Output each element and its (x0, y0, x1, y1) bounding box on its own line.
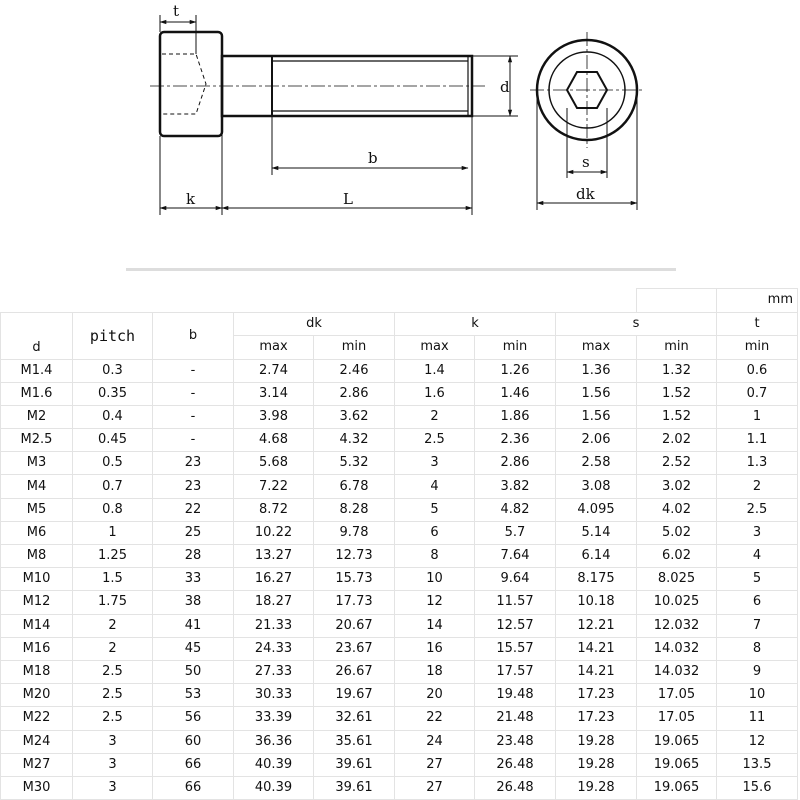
cell-pitch: 0.35 (73, 382, 153, 405)
cell-b: 66 (153, 753, 234, 776)
table-row (1, 405, 798, 428)
cell-dk-min: 2.86 (314, 382, 395, 405)
header-dk-min: min (314, 336, 395, 360)
cell-d: M3 (1, 452, 73, 475)
cell-k-max: 1.6 (395, 382, 475, 405)
cell-t-min: 2 (717, 475, 798, 498)
cell-k-max: 12 (395, 591, 475, 614)
cell-s-min: 14.032 (637, 660, 717, 683)
cell-k-min: 23.48 (475, 730, 556, 753)
cell-dk-min: 15.73 (314, 568, 395, 591)
cell-d: M27 (1, 753, 73, 776)
cell-dk-min: 39.61 (314, 776, 395, 799)
table-row (1, 730, 798, 753)
cell-dk-max: 4.68 (234, 429, 314, 452)
cell-d: M30 (1, 776, 73, 799)
cell-s-max: 10.18 (556, 591, 637, 614)
cell-d: M4 (1, 475, 73, 498)
cell-s-min: 3.02 (637, 475, 717, 498)
cell-s-max: 6.14 (556, 545, 637, 568)
table-row (1, 382, 798, 405)
table-row (1, 359, 798, 382)
cell-dk-min: 9.78 (314, 521, 395, 544)
cell-s-min: 5.02 (637, 521, 717, 544)
label-b: b (368, 149, 378, 167)
cell-k-min: 21.48 (475, 707, 556, 730)
cell-b: 23 (153, 475, 234, 498)
cell-pitch: 2 (73, 614, 153, 637)
cell-d: M14 (1, 614, 73, 637)
cell-k-max: 18 (395, 660, 475, 683)
cell-k-min: 3.82 (475, 475, 556, 498)
cell-t-min: 3 (717, 521, 798, 544)
table-row (1, 660, 798, 683)
cell-dk-min: 3.62 (314, 405, 395, 428)
table-row (1, 521, 798, 544)
cell-dk-min: 20.67 (314, 614, 395, 637)
cell-s-min: 6.02 (637, 545, 717, 568)
cell-t-min: 1.1 (717, 429, 798, 452)
label-t: t (173, 2, 180, 20)
cell-b: 53 (153, 684, 234, 707)
cell-d: M10 (1, 568, 73, 591)
cell-pitch: 0.8 (73, 498, 153, 521)
cell-k-min: 1.26 (475, 359, 556, 382)
table-row (1, 753, 798, 776)
cell-pitch: 0.3 (73, 359, 153, 382)
cell-s-max: 1.56 (556, 405, 637, 428)
cell-dk-max: 24.33 (234, 637, 314, 660)
cell-b: - (153, 359, 234, 382)
unit-label: mm (717, 289, 798, 313)
cell-s-max: 1.56 (556, 382, 637, 405)
cell-t-min: 11 (717, 707, 798, 730)
cell-d: M24 (1, 730, 73, 753)
header-s-min: min (637, 336, 717, 360)
cell-dk-min: 4.32 (314, 429, 395, 452)
cell-t-min: 15.6 (717, 776, 798, 799)
cell-dk-max: 5.68 (234, 452, 314, 475)
cell-d: M18 (1, 660, 73, 683)
cell-s-max: 14.21 (556, 660, 637, 683)
cell-d: M5 (1, 498, 73, 521)
cell-t-min: 0.7 (717, 382, 798, 405)
cell-s-min: 8.025 (637, 568, 717, 591)
cell-b: 25 (153, 521, 234, 544)
table-row (1, 475, 798, 498)
header-b: b (153, 312, 234, 359)
cell-k-min: 17.57 (475, 660, 556, 683)
cell-t-min: 12 (717, 730, 798, 753)
cell-dk-max: 2.74 (234, 359, 314, 382)
cell-pitch: 1.25 (73, 545, 153, 568)
cell-d: M8 (1, 545, 73, 568)
cell-s-max: 3.08 (556, 475, 637, 498)
table-row (1, 614, 798, 637)
cell-s-max: 14.21 (556, 637, 637, 660)
cell-k-min: 2.86 (475, 452, 556, 475)
cell-s-max: 8.175 (556, 568, 637, 591)
cell-b: 38 (153, 591, 234, 614)
cell-s-max: 19.28 (556, 753, 637, 776)
cell-s-min: 1.52 (637, 405, 717, 428)
cell-t-min: 1 (717, 405, 798, 428)
header-t: t (717, 312, 798, 336)
cell-k-min: 26.48 (475, 753, 556, 776)
divider (126, 268, 676, 271)
dimensions-table (0, 288, 798, 800)
header-t-min: min (717, 336, 798, 360)
cell-s-max: 19.28 (556, 730, 637, 753)
cell-b: 60 (153, 730, 234, 753)
cell-pitch: 3 (73, 776, 153, 799)
cell-s-max: 12.21 (556, 614, 637, 637)
cell-k-max: 2 (395, 405, 475, 428)
cell-d: M2 (1, 405, 73, 428)
cell-dk-max: 8.72 (234, 498, 314, 521)
label-s: s (582, 153, 590, 171)
cell-pitch: 0.5 (73, 452, 153, 475)
cell-pitch: 2.5 (73, 660, 153, 683)
cell-d: M1.6 (1, 382, 73, 405)
cell-dk-max: 21.33 (234, 614, 314, 637)
cell-d: M16 (1, 637, 73, 660)
cell-dk-min: 32.61 (314, 707, 395, 730)
table-row (1, 545, 798, 568)
cell-pitch: 0.45 (73, 429, 153, 452)
cell-pitch: 2.5 (73, 707, 153, 730)
cell-dk-min: 8.28 (314, 498, 395, 521)
cell-d: M6 (1, 521, 73, 544)
cell-k-max: 8 (395, 545, 475, 568)
header-s-max: max (556, 336, 637, 360)
cell-s-max: 4.095 (556, 498, 637, 521)
cell-pitch: 1 (73, 521, 153, 544)
cell-t-min: 6 (717, 591, 798, 614)
cell-k-max: 20 (395, 684, 475, 707)
cell-s-max: 2.06 (556, 429, 637, 452)
cell-t-min: 8 (717, 637, 798, 660)
cell-k-min: 2.36 (475, 429, 556, 452)
cell-b: 41 (153, 614, 234, 637)
cell-k-max: 10 (395, 568, 475, 591)
cell-k-max: 2.5 (395, 429, 475, 452)
cell-s-min: 14.032 (637, 637, 717, 660)
cell-dk-max: 13.27 (234, 545, 314, 568)
cell-k-max: 5 (395, 498, 475, 521)
cell-d: M2.5 (1, 429, 73, 452)
cell-b: 22 (153, 498, 234, 521)
cell-dk-max: 7.22 (234, 475, 314, 498)
cell-dk-max: 27.33 (234, 660, 314, 683)
cell-dk-max: 30.33 (234, 684, 314, 707)
cell-b: 33 (153, 568, 234, 591)
cell-k-max: 3 (395, 452, 475, 475)
cell-dk-min: 35.61 (314, 730, 395, 753)
cell-d: M20 (1, 684, 73, 707)
cell-pitch: 3 (73, 753, 153, 776)
cell-t-min: 10 (717, 684, 798, 707)
cell-t-min: 9 (717, 660, 798, 683)
cell-b: 23 (153, 452, 234, 475)
label-d: d (500, 78, 510, 96)
cell-dk-min: 12.73 (314, 545, 395, 568)
cell-s-max: 2.58 (556, 452, 637, 475)
cell-s-min: 2.52 (637, 452, 717, 475)
table-row (1, 776, 798, 799)
cell-dk-max: 16.27 (234, 568, 314, 591)
cell-s-min: 17.05 (637, 707, 717, 730)
cell-pitch: 3 (73, 730, 153, 753)
table-row (1, 684, 798, 707)
cell-s-max: 17.23 (556, 707, 637, 730)
cell-t-min: 13.5 (717, 753, 798, 776)
cell-dk-min: 39.61 (314, 753, 395, 776)
label-k: k (186, 190, 196, 208)
cell-dk-max: 3.98 (234, 405, 314, 428)
cell-k-min: 26.48 (475, 776, 556, 799)
cell-k-min: 15.57 (475, 637, 556, 660)
cell-b: 56 (153, 707, 234, 730)
cell-pitch: 2 (73, 637, 153, 660)
screw-technical-drawing (0, 0, 800, 285)
table-row (1, 591, 798, 614)
cell-b: 66 (153, 776, 234, 799)
table-row (1, 498, 798, 521)
cell-dk-max: 33.39 (234, 707, 314, 730)
header-k-max: max (395, 336, 475, 360)
cell-s-min: 1.32 (637, 359, 717, 382)
header-k: k (395, 312, 556, 336)
cell-k-max: 1.4 (395, 359, 475, 382)
cell-s-max: 17.23 (556, 684, 637, 707)
header-pitch: pitch (73, 312, 153, 359)
cell-s-max: 19.28 (556, 776, 637, 799)
cell-dk-min: 2.46 (314, 359, 395, 382)
cell-k-min: 19.48 (475, 684, 556, 707)
cell-s-max: 5.14 (556, 521, 637, 544)
table-row (1, 637, 798, 660)
cell-dk-min: 5.32 (314, 452, 395, 475)
header-d: d (1, 312, 73, 359)
cell-t-min: 5 (717, 568, 798, 591)
cell-k-min: 7.64 (475, 545, 556, 568)
cell-b: 50 (153, 660, 234, 683)
cell-t-min: 4 (717, 545, 798, 568)
cell-t-min: 7 (717, 614, 798, 637)
cell-s-min: 19.065 (637, 753, 717, 776)
cell-s-min: 4.02 (637, 498, 717, 521)
cell-k-min: 1.86 (475, 405, 556, 428)
cell-dk-max: 10.22 (234, 521, 314, 544)
table-row (1, 707, 798, 730)
cell-b: 28 (153, 545, 234, 568)
cell-d: M22 (1, 707, 73, 730)
cell-k-min: 1.46 (475, 382, 556, 405)
cell-s-min: 10.025 (637, 591, 717, 614)
cell-s-min: 12.032 (637, 614, 717, 637)
cell-s-min: 19.065 (637, 730, 717, 753)
cell-pitch: 1.75 (73, 591, 153, 614)
cell-k-max: 24 (395, 730, 475, 753)
header-dk: dk (234, 312, 395, 336)
cell-k-max: 14 (395, 614, 475, 637)
cell-t-min: 0.6 (717, 359, 798, 382)
cell-k-max: 27 (395, 753, 475, 776)
header-s: s (556, 312, 717, 336)
label-L: L (343, 190, 353, 208)
cell-dk-max: 40.39 (234, 753, 314, 776)
cell-pitch: 0.4 (73, 405, 153, 428)
cell-s-min: 19.065 (637, 776, 717, 799)
screw-end-view (530, 32, 645, 210)
cell-dk-max: 3.14 (234, 382, 314, 405)
cell-k-min: 4.82 (475, 498, 556, 521)
cell-t-min: 2.5 (717, 498, 798, 521)
cell-b: - (153, 429, 234, 452)
cell-s-min: 1.52 (637, 382, 717, 405)
cell-d: M1.4 (1, 359, 73, 382)
header-k-min: min (475, 336, 556, 360)
cell-pitch: 1.5 (73, 568, 153, 591)
table-row (1, 452, 798, 475)
cell-pitch: 0.7 (73, 475, 153, 498)
cell-b: - (153, 382, 234, 405)
cell-b: 45 (153, 637, 234, 660)
cell-s-max: 1.36 (556, 359, 637, 382)
table-row (1, 429, 798, 452)
cell-dk-max: 36.36 (234, 730, 314, 753)
cell-k-max: 22 (395, 707, 475, 730)
cell-d: M12 (1, 591, 73, 614)
cell-dk-min: 19.67 (314, 684, 395, 707)
header-dk-max: max (234, 336, 314, 360)
cell-k-max: 27 (395, 776, 475, 799)
cell-dk-min: 23.67 (314, 637, 395, 660)
cell-t-min: 1.3 (717, 452, 798, 475)
label-dk: dk (576, 185, 595, 203)
cell-dk-max: 18.27 (234, 591, 314, 614)
cell-s-min: 2.02 (637, 429, 717, 452)
cell-dk-min: 6.78 (314, 475, 395, 498)
cell-dk-min: 17.73 (314, 591, 395, 614)
screw-side-view (150, 32, 485, 136)
cell-b: - (153, 405, 234, 428)
cell-pitch: 2.5 (73, 684, 153, 707)
cell-k-max: 16 (395, 637, 475, 660)
cell-k-min: 12.57 (475, 614, 556, 637)
cell-k-min: 5.7 (475, 521, 556, 544)
cell-dk-max: 40.39 (234, 776, 314, 799)
table-row (1, 568, 798, 591)
cell-k-max: 6 (395, 521, 475, 544)
cell-k-min: 11.57 (475, 591, 556, 614)
cell-k-max: 4 (395, 475, 475, 498)
cell-s-min: 17.05 (637, 684, 717, 707)
cell-dk-min: 26.67 (314, 660, 395, 683)
cell-k-min: 9.64 (475, 568, 556, 591)
